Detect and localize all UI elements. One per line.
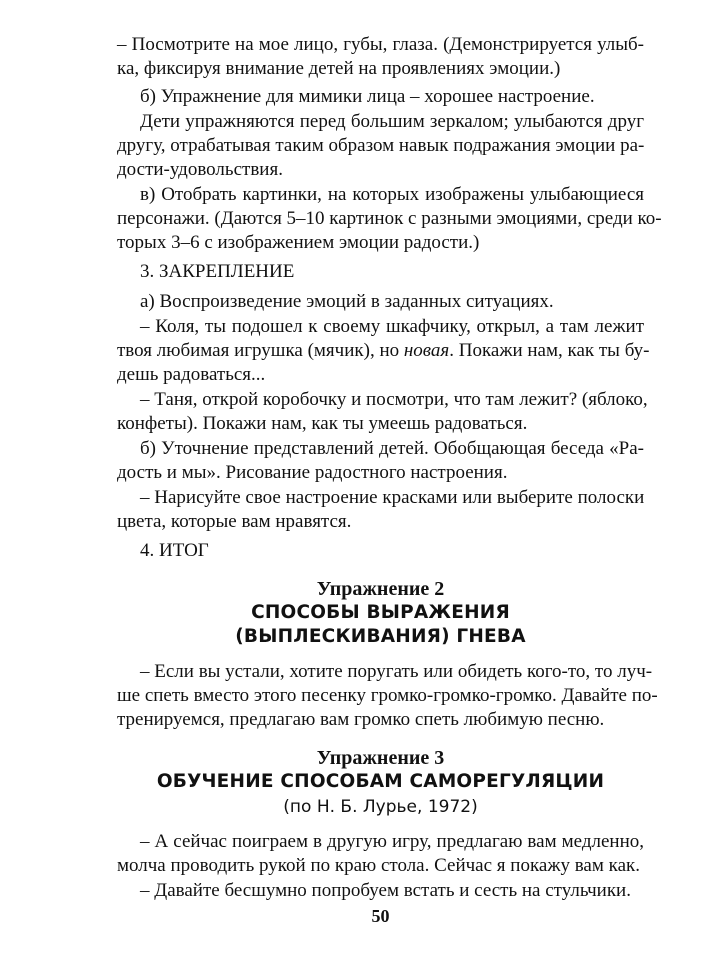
text-line: персонажи. (Даются 5–10 картинок с разными эмоциями, среди ко- — [117, 208, 662, 229]
text-line: б) Уточнение представлений детей. Обобщающая беседа «Ра- — [140, 438, 644, 459]
text-line: тренируемся, предлагаю вам громко спеть любимую песню. — [117, 709, 605, 730]
italic-word: новая — [403, 340, 450, 361]
text-line: Дети упражняются перед большим зеркалом; улыбаются друг — [140, 111, 644, 132]
text-line: дости-удовольствия. — [117, 159, 283, 180]
text-line: дешь радоваться... — [117, 364, 266, 385]
text-span: . Покажи нам, как ты бу- — [449, 340, 650, 361]
text-line: молча проводить рукой по краю стола. Сейчас я покажу вам как. — [117, 855, 640, 876]
text-line: ше спеть вместо этого песенку громко-громко-громко. Давайте по- — [117, 685, 658, 706]
exercise-title: ОБУЧЕНИЕ СПОСОБАМ САМОРЕГУЛЯЦИИ — [156, 771, 605, 792]
exercise-title: СПОСОБЫ ВЫРАЖЕНИЯ — [251, 602, 510, 623]
text-line: – Таня, открой коробочку и посмотри, что там лежит? (яблоко, — [140, 389, 648, 410]
text-line: ка, фиксируя внимание детей на проявлениях эмоции.) — [117, 58, 561, 79]
page-number: 50 — [371, 906, 390, 926]
text-line: – Давайте бесшумно попробуем встать и сесть на стульчики. — [140, 880, 631, 901]
text-line: – Нарисуйте свое настроение красками или выберите полоски — [140, 487, 645, 508]
text-line: – Коля, ты подошел к своему шкафчику, открыл, а там лежит — [140, 316, 644, 337]
text-line: б) Упражнение для мимики лица – хорошее настроение. — [140, 86, 595, 107]
text-line: дость и мы». Рисование радостного настроения. — [117, 462, 508, 483]
exercise-title: (ВЫПЛЕСКИВАНИЯ) ГНЕВА — [235, 626, 526, 647]
text-line: в) Отобрать картинки, на которых изображены улыбающиеся — [140, 184, 644, 205]
exercise-label: Упражнение 2 — [316, 578, 445, 600]
text-span: твоя любимая игрушка (мячик), но — [117, 340, 404, 361]
section-heading: 4. ИТОГ — [140, 540, 209, 561]
text-line: другу, отрабатывая таким образом навык подражания эмоции ра- — [117, 135, 645, 156]
text-line: – Если вы устали, хотите поругать или обидеть кого-то, то луч- — [140, 661, 653, 682]
text-line: – А сейчас поиграем в другую игру, предлагаю вам медленно, — [140, 831, 644, 852]
text-line: торых 3–6 с изображением эмоции радости.) — [117, 232, 480, 253]
section-heading: 3. ЗАКРЕПЛЕНИЕ — [140, 261, 295, 282]
text-line: конфеты). Покажи нам, как ты умеешь радоваться. — [117, 413, 528, 434]
text-line: – Посмотрите на мое лицо, губы, глаза. (Демонстрируется улыб- — [117, 34, 644, 55]
text-line: а) Воспроизведение эмоций в заданных ситуациях. — [140, 291, 554, 312]
exercise-label: Упражнение 3 — [316, 747, 445, 769]
exercise-subtitle: (по Н. Б. Лурье, 1972) — [283, 797, 478, 817]
text-line: цвета, которые вам нравятся. — [117, 511, 352, 532]
text-line — [117, 339, 650, 363]
